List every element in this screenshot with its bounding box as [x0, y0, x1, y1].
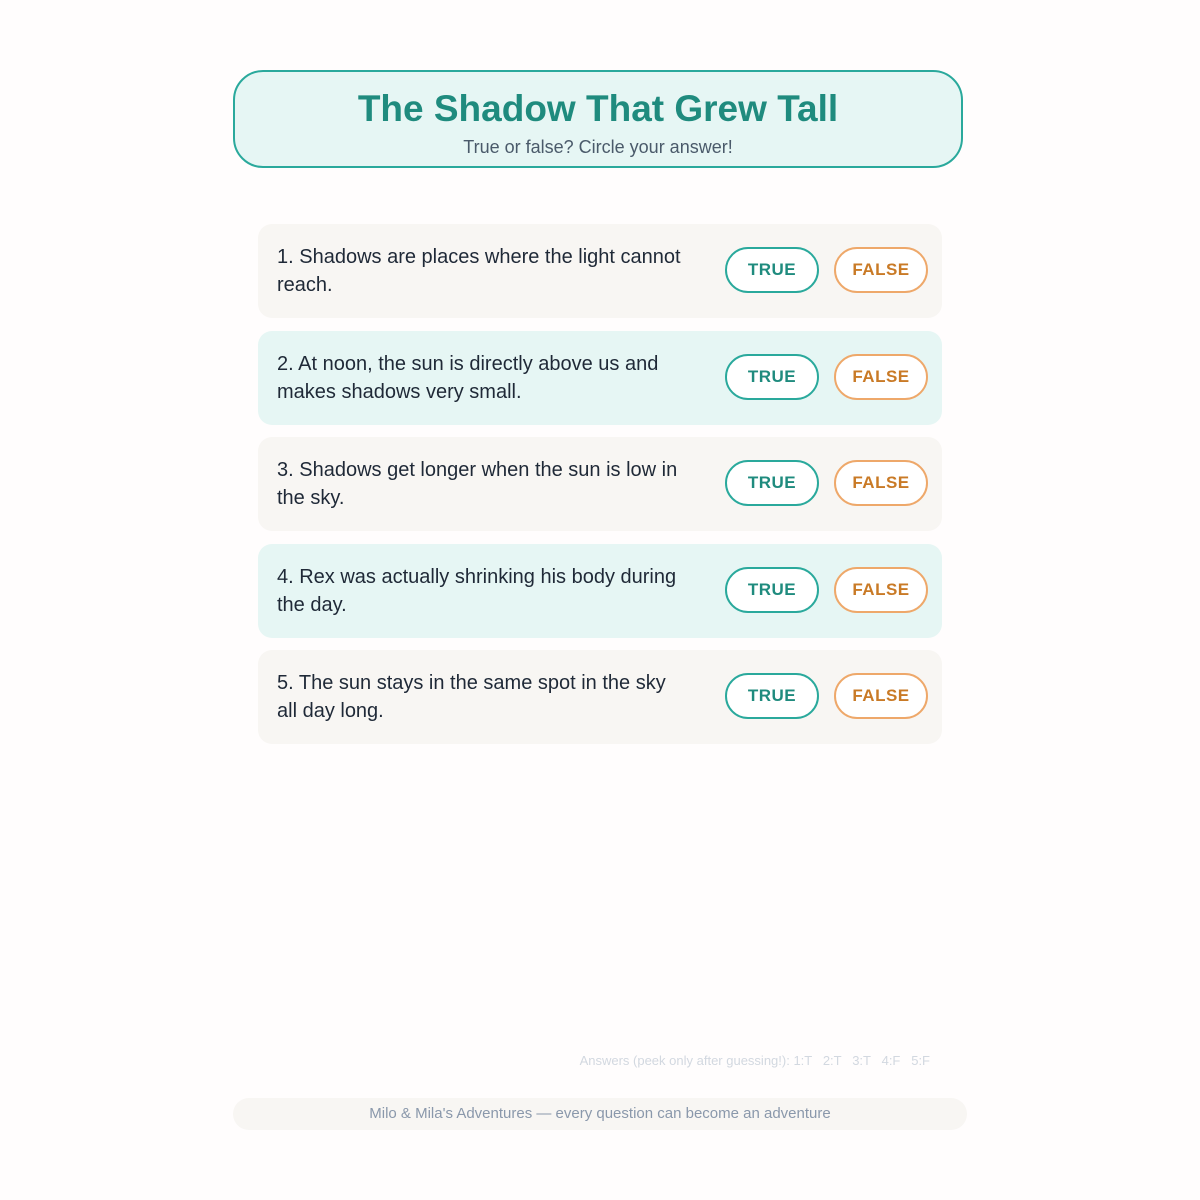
question-text: 2. At noon, the sun is directly above us and makes shadows very small.	[277, 352, 659, 403]
false-button[interactable]: FALSE	[834, 354, 928, 400]
question-card-1	[258, 224, 942, 318]
answer-key: Answers (peek only after guessing!): 1:T 2:T 3:T 4:F 5:F	[579, 1053, 930, 1068]
footer-banner: Milo & Mila's Adventures — every question can become an adventure	[233, 1098, 967, 1130]
question-card-2	[258, 331, 942, 425]
question-card-5	[258, 650, 942, 744]
question-list	[258, 224, 942, 757]
page-subtitle: True or false? Circle your answer!	[463, 137, 733, 157]
worksheet-header	[233, 70, 963, 168]
question-card-4	[258, 544, 942, 638]
true-button[interactable]: TRUE	[725, 247, 819, 293]
false-button[interactable]: FALSE	[834, 247, 928, 293]
question-text: 1. Shadows are places where the light cannot reach.	[277, 246, 681, 296]
question-card-3	[258, 437, 942, 531]
question-text: 4. Rex was actually shrinking his body during the day.	[277, 565, 677, 616]
true-button[interactable]: TRUE	[725, 460, 819, 506]
question-text: 3. Shadows get longer when the sun is low in the sky.	[277, 459, 678, 509]
false-button[interactable]: FALSE	[834, 567, 928, 613]
page-title: The Shadow That Grew Tall	[357, 88, 839, 129]
question-text: 5. The sun stays in the same spot in the sky all day long.	[277, 672, 666, 722]
true-button[interactable]: TRUE	[725, 673, 819, 719]
false-button[interactable]: FALSE	[834, 673, 928, 719]
true-button[interactable]: TRUE	[725, 567, 819, 613]
true-button[interactable]: TRUE	[725, 354, 819, 400]
false-button[interactable]: FALSE	[834, 460, 928, 506]
